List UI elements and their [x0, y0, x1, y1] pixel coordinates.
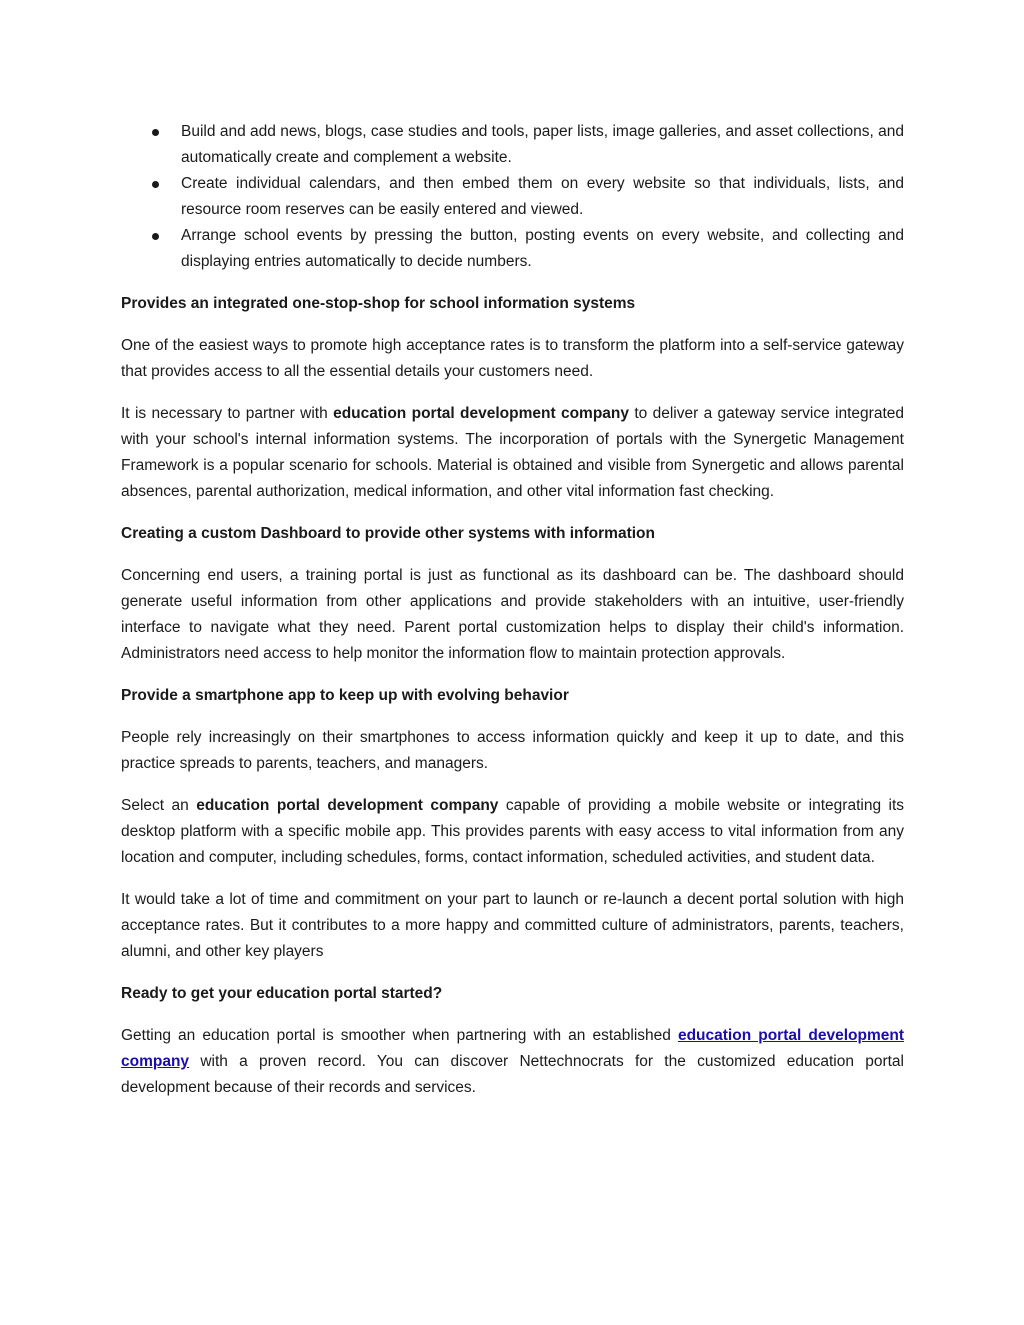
- paragraph: Concerning end users, a training portal is just as functional as its dashboard can be. The dashboard should generate useful information from other applications and provide stakeholders with an intuitive, user-friendly interface to navigate what they need. Parent portal customization helps to display their child's information. Administrators need access to help monitor the information flow to maintain protection approvals.: [121, 567, 904, 662]
- bullet-item: [121, 119, 904, 171]
- bullet-item: [121, 171, 904, 223]
- bullet-dot-icon: [152, 181, 159, 188]
- paragraph-text: to deliver a gateway service integrated with your school's internal information systems. The incorporation of portals with the Synergetic Management Framework is a popular scenario for schools. Material is obtained and visible from Synergetic and allows parental absences, parental authorization, medical information, and other vital information fast checking.: [121, 405, 904, 500]
- paragraph-text: Select an: [121, 797, 197, 814]
- paragraph-text: Getting an education portal is smoother when partnering with an established: [121, 1027, 678, 1044]
- bold-phrase: education portal development company: [196, 797, 499, 814]
- section-heading-integrated-shop: Provides an integrated one-stop-shop for school information systems: [121, 295, 636, 312]
- paragraph-text: with a proven record. You can discover Nettechnocrats for the customized education portal development because of their records and services.: [121, 1053, 904, 1096]
- paragraph-text: It is necessary to partner with: [121, 405, 334, 422]
- bold-phrase: education portal development company: [333, 405, 629, 422]
- education-portal-link[interactable]: education portal development company: [121, 1027, 904, 1070]
- paragraph: [121, 401, 904, 505]
- paragraph: [121, 1023, 904, 1101]
- section-heading-get-started: Ready to get your education portal started?: [121, 985, 443, 1002]
- section-heading-smartphone-app: Provide a smartphone app to keep up with evolving behavior: [121, 687, 569, 704]
- section-heading-custom-dashboard: Creating a custom Dashboard to provide other systems with information: [121, 525, 655, 542]
- paragraph: One of the easiest ways to promote high acceptance rates is to transform the platform into a self-service gateway that provides access to all the essential details your customers need.: [121, 337, 904, 380]
- paragraph: People rely increasingly on their smartphones to access information quickly and keep it up to date, and this practice spreads to parents, teachers, and managers.: [121, 729, 904, 772]
- paragraph-text: capable of providing a mobile website or integrating its desktop platform with a specific mobile app. This provides parents with easy access to vital information from any location and computer, including schedules, forms, contact information, scheduled activities, and student data.: [121, 797, 905, 866]
- bullet-text: Build and add news, blogs, case studies and tools, paper lists, image galleries, and asset collections, and automatically create and complement a website.: [181, 123, 904, 166]
- document-page: [121, 119, 904, 1117]
- paragraph: [121, 793, 904, 871]
- bullet-item: [121, 223, 904, 275]
- feature-bullet-list: [121, 119, 904, 275]
- bullet-text: Arrange school events by pressing the button, posting events on every website, and collecting and displaying entries automatically to decide numbers.: [181, 227, 904, 270]
- bullet-text: Create individual calendars, and then embed them on every website so that individuals, lists, and resource room reserves can be easily entered and viewed.: [181, 175, 904, 218]
- bullet-dot-icon: [152, 129, 159, 136]
- paragraph: It would take a lot of time and commitment on your part to launch or re-launch a decent portal solution with high acceptance rates. But it contributes to a more happy and committed culture of administrators, parents, teachers, alumni, and other key players: [121, 891, 904, 960]
- bullet-dot-icon: [152, 233, 159, 240]
